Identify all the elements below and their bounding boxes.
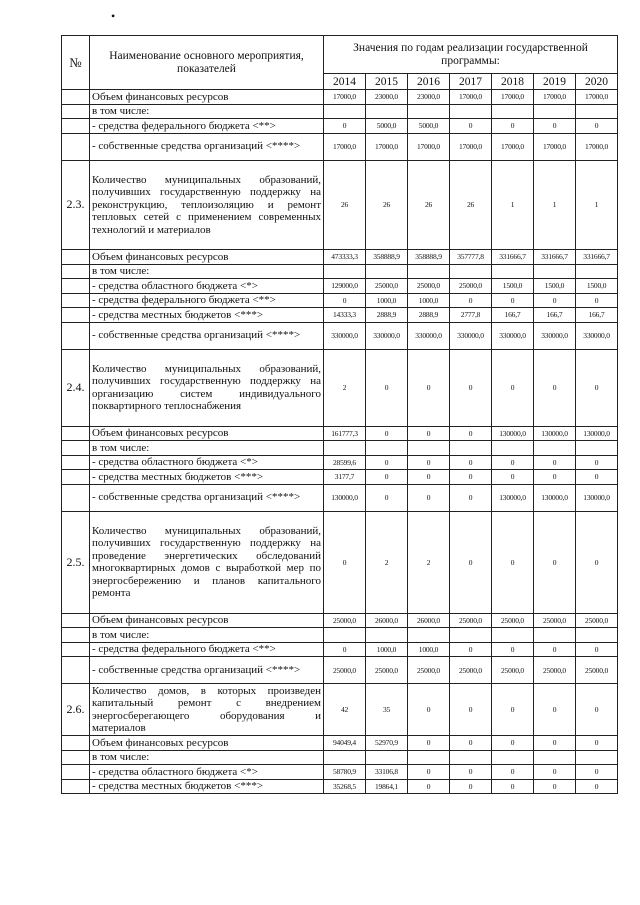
row-value: 25000,0 xyxy=(366,657,408,684)
page-mark: • xyxy=(111,9,116,23)
row-number: 2.5. xyxy=(62,511,90,613)
row-value: 0 xyxy=(408,684,450,736)
table-row xyxy=(62,160,618,250)
row-value: 2 xyxy=(366,511,408,613)
row-number xyxy=(62,90,90,105)
row-label: - средства федерального бюджета <**> xyxy=(90,119,324,134)
row-value xyxy=(576,750,618,765)
row-value: 0 xyxy=(534,779,576,794)
table-row xyxy=(62,293,618,308)
row-value xyxy=(492,750,534,765)
row-value: 25000,0 xyxy=(576,657,618,684)
row-number xyxy=(62,642,90,657)
row-value: 1 xyxy=(492,160,534,250)
row-value xyxy=(324,264,366,279)
row-label: - средства федерального бюджета <**> xyxy=(90,293,324,308)
row-value: 0 xyxy=(324,293,366,308)
row-value: 0 xyxy=(324,119,366,134)
row-value: 5000,0 xyxy=(366,119,408,134)
table-row xyxy=(62,90,618,105)
row-value: 330000,0 xyxy=(492,322,534,349)
row-value: 35268,5 xyxy=(324,779,366,794)
row-number xyxy=(62,779,90,794)
row-value: 17000,0 xyxy=(366,133,408,160)
row-value: 0 xyxy=(450,119,492,134)
row-value: 2 xyxy=(408,511,450,613)
table-row xyxy=(62,250,618,265)
row-value: 0 xyxy=(576,779,618,794)
row-value: 58780,9 xyxy=(324,765,366,780)
row-value: 0 xyxy=(492,511,534,613)
row-value: 17000,0 xyxy=(408,133,450,160)
row-value xyxy=(534,628,576,643)
row-value: 130000,0 xyxy=(492,484,534,511)
row-value: 2888,9 xyxy=(366,308,408,323)
row-number xyxy=(62,322,90,349)
table-row xyxy=(62,441,618,456)
row-number xyxy=(62,736,90,751)
table-row xyxy=(62,264,618,279)
row-value: 2 xyxy=(324,349,366,426)
row-value: 0 xyxy=(492,119,534,134)
row-value: 25000,0 xyxy=(450,657,492,684)
row-value xyxy=(408,104,450,119)
row-value: 17000,0 xyxy=(534,133,576,160)
table-row xyxy=(62,779,618,794)
row-value xyxy=(366,441,408,456)
row-value: 0 xyxy=(576,642,618,657)
row-value xyxy=(408,750,450,765)
row-value xyxy=(534,441,576,456)
row-label: Объем финансовых ресурсов xyxy=(90,250,324,265)
row-value: 25000,0 xyxy=(534,657,576,684)
row-label: Объем финансовых ресурсов xyxy=(90,736,324,751)
row-value xyxy=(576,264,618,279)
row-value: 52970,9 xyxy=(366,736,408,751)
row-label: в том числе: xyxy=(90,264,324,279)
row-value: 0 xyxy=(492,765,534,780)
row-value: 130000,0 xyxy=(576,484,618,511)
row-value: 0 xyxy=(534,455,576,470)
row-value: 0 xyxy=(534,119,576,134)
row-number xyxy=(62,455,90,470)
row-number xyxy=(62,279,90,294)
row-value: 330000,0 xyxy=(324,322,366,349)
row-number xyxy=(62,293,90,308)
row-value: 0 xyxy=(492,684,534,736)
row-label: - средства областного бюджета <*> xyxy=(90,765,324,780)
row-value: 0 xyxy=(408,470,450,485)
row-value xyxy=(492,628,534,643)
row-value: 0 xyxy=(450,779,492,794)
row-value: 28599,6 xyxy=(324,455,366,470)
row-value: 0 xyxy=(408,455,450,470)
row-label: в том числе: xyxy=(90,441,324,456)
row-number xyxy=(62,613,90,628)
row-value: 330000,0 xyxy=(408,322,450,349)
row-value: 0 xyxy=(450,484,492,511)
table-row xyxy=(62,426,618,441)
row-label: Количество муниципальных образований, получивших государственную поддержку на проведение энергетических обследований многоквартирных домов с выработкой мер по энергосбережению и планов капитального ремонта xyxy=(90,511,324,613)
row-value: 0 xyxy=(534,642,576,657)
header-year: 2014 xyxy=(324,74,366,90)
row-value: 0 xyxy=(450,642,492,657)
row-value: 0 xyxy=(366,470,408,485)
row-value xyxy=(324,750,366,765)
row-value xyxy=(408,628,450,643)
row-value xyxy=(366,628,408,643)
row-value xyxy=(408,264,450,279)
row-number xyxy=(62,657,90,684)
row-value: 5000,0 xyxy=(408,119,450,134)
row-value: 17000,0 xyxy=(576,133,618,160)
row-value: 166,7 xyxy=(576,308,618,323)
row-number xyxy=(62,441,90,456)
row-value: 0 xyxy=(576,455,618,470)
row-value xyxy=(576,104,618,119)
row-value xyxy=(450,264,492,279)
row-label: - средства федерального бюджета <**> xyxy=(90,642,324,657)
table-row xyxy=(62,613,618,628)
table-row xyxy=(62,642,618,657)
row-value xyxy=(450,441,492,456)
table-row xyxy=(62,736,618,751)
row-label: - собственные средства организаций <****> xyxy=(90,484,324,511)
row-number: 2.6. xyxy=(62,684,90,736)
row-value: 330000,0 xyxy=(534,322,576,349)
row-value: 25000,0 xyxy=(534,613,576,628)
row-value: 0 xyxy=(408,765,450,780)
row-value xyxy=(366,264,408,279)
row-value: 357777,8 xyxy=(450,250,492,265)
row-label: Количество муниципальных образований, получивших государственную поддержку на организацию систем индивидуального поквартирного теплоснабжения xyxy=(90,349,324,426)
table-row xyxy=(62,628,618,643)
table-row xyxy=(62,684,618,736)
row-value: 25000,0 xyxy=(408,279,450,294)
row-value: 330000,0 xyxy=(576,322,618,349)
row-value: 473333,3 xyxy=(324,250,366,265)
table-row xyxy=(62,511,618,613)
table-row xyxy=(62,119,618,134)
row-value: 0 xyxy=(492,736,534,751)
header-values: Значения по годам реализации государственной программы: xyxy=(324,36,618,74)
row-value: 0 xyxy=(408,779,450,794)
row-value: 0 xyxy=(492,642,534,657)
header-year: 2016 xyxy=(408,74,450,90)
row-value: 33106,8 xyxy=(366,765,408,780)
table-row xyxy=(62,104,618,119)
row-value xyxy=(534,264,576,279)
row-number xyxy=(62,628,90,643)
row-value: 0 xyxy=(408,484,450,511)
row-value xyxy=(366,104,408,119)
row-value: 0 xyxy=(408,349,450,426)
table-row xyxy=(62,765,618,780)
row-value: 3177,7 xyxy=(324,470,366,485)
row-value: 23000,0 xyxy=(408,90,450,105)
row-value: 0 xyxy=(366,455,408,470)
row-label: - средства областного бюджета <*> xyxy=(90,279,324,294)
table-row xyxy=(62,455,618,470)
row-value: 0 xyxy=(324,511,366,613)
row-value xyxy=(366,750,408,765)
row-value: 0 xyxy=(492,470,534,485)
row-value: 0 xyxy=(576,765,618,780)
row-value: 0 xyxy=(534,349,576,426)
row-value xyxy=(324,441,366,456)
row-label: Объем финансовых ресурсов xyxy=(90,613,324,628)
row-value: 161777,3 xyxy=(324,426,366,441)
row-value: 26 xyxy=(450,160,492,250)
row-value: 130000,0 xyxy=(324,484,366,511)
row-value: 130000,0 xyxy=(534,484,576,511)
table-row xyxy=(62,279,618,294)
row-value: 331666,7 xyxy=(492,250,534,265)
header-year: 2018 xyxy=(492,74,534,90)
row-value: 14333,3 xyxy=(324,308,366,323)
row-label: Количество домов, в которых произведен капитальный ремонт с внедрением энергосберегающего оборудования и материалов xyxy=(90,684,324,736)
row-value: 1500,0 xyxy=(576,279,618,294)
row-value xyxy=(450,628,492,643)
row-label: - средства местных бюджетов <***> xyxy=(90,779,324,794)
table-row xyxy=(62,484,618,511)
row-value xyxy=(324,104,366,119)
row-value: 17000,0 xyxy=(576,90,618,105)
row-value: 2888,9 xyxy=(408,308,450,323)
row-value: 0 xyxy=(576,470,618,485)
header-name: Наименование основного мероприятия, показателей xyxy=(90,36,324,90)
row-value: 0 xyxy=(534,684,576,736)
header-year: 2017 xyxy=(450,74,492,90)
row-value: 1500,0 xyxy=(492,279,534,294)
row-label: - собственные средства организаций <****> xyxy=(90,322,324,349)
row-label: в том числе: xyxy=(90,628,324,643)
row-value: 1000,0 xyxy=(408,642,450,657)
row-value: 17000,0 xyxy=(492,90,534,105)
row-number: 2.3. xyxy=(62,160,90,250)
row-label: в том числе: xyxy=(90,104,324,119)
row-value: 130000,0 xyxy=(534,426,576,441)
row-value: 0 xyxy=(450,511,492,613)
table-row xyxy=(62,470,618,485)
row-value: 26 xyxy=(408,160,450,250)
row-value: 0 xyxy=(450,765,492,780)
row-value: 0 xyxy=(492,349,534,426)
row-value: 17000,0 xyxy=(534,90,576,105)
row-value: 0 xyxy=(366,426,408,441)
row-value: 26 xyxy=(324,160,366,250)
table-row xyxy=(62,657,618,684)
row-value: 25000,0 xyxy=(492,613,534,628)
row-value: 19864,1 xyxy=(366,779,408,794)
row-value xyxy=(450,104,492,119)
row-value: 0 xyxy=(534,293,576,308)
table-row xyxy=(62,308,618,323)
row-value: 25000,0 xyxy=(450,279,492,294)
row-value: 0 xyxy=(492,293,534,308)
row-number xyxy=(62,264,90,279)
row-value: 25000,0 xyxy=(366,279,408,294)
row-value: 1000,0 xyxy=(408,293,450,308)
row-label: Количество муниципальных образований, получивших государственную поддержку на реконструкцию, теплоизоляцию и ремонт тепловых сетей с применением современных технологий и материалов xyxy=(90,160,324,250)
row-value: 0 xyxy=(366,484,408,511)
row-value: 0 xyxy=(534,470,576,485)
row-value: 1 xyxy=(576,160,618,250)
row-value: 25000,0 xyxy=(408,657,450,684)
row-value: 0 xyxy=(576,684,618,736)
row-value: 25000,0 xyxy=(576,613,618,628)
row-label: Объем финансовых ресурсов xyxy=(90,90,324,105)
row-label: - средства местных бюджетов <***> xyxy=(90,308,324,323)
row-value: 2777,8 xyxy=(450,308,492,323)
row-value: 0 xyxy=(576,349,618,426)
header-number: № xyxy=(62,36,90,90)
program-values-table xyxy=(61,35,618,794)
row-value xyxy=(492,104,534,119)
table-body xyxy=(62,90,618,794)
row-value xyxy=(492,264,534,279)
row-value: 129000,0 xyxy=(324,279,366,294)
row-value: 0 xyxy=(450,470,492,485)
row-value xyxy=(576,441,618,456)
row-value: 1000,0 xyxy=(366,293,408,308)
row-value: 0 xyxy=(450,349,492,426)
row-value: 0 xyxy=(534,736,576,751)
row-number xyxy=(62,765,90,780)
header-year: 2019 xyxy=(534,74,576,90)
row-value: 25000,0 xyxy=(324,657,366,684)
row-value: 17000,0 xyxy=(324,90,366,105)
row-value: 0 xyxy=(408,736,450,751)
row-value: 26 xyxy=(366,160,408,250)
row-value: 0 xyxy=(576,293,618,308)
row-value: 35 xyxy=(366,684,408,736)
row-value: 130000,0 xyxy=(576,426,618,441)
row-value: 331666,7 xyxy=(576,250,618,265)
table-row xyxy=(62,322,618,349)
row-value: 1500,0 xyxy=(534,279,576,294)
row-value: 330000,0 xyxy=(366,322,408,349)
row-value xyxy=(324,628,366,643)
row-value xyxy=(408,441,450,456)
row-value: 331666,7 xyxy=(534,250,576,265)
row-value: 166,7 xyxy=(534,308,576,323)
row-value: 0 xyxy=(324,642,366,657)
table-row xyxy=(62,133,618,160)
row-value xyxy=(450,750,492,765)
row-number xyxy=(62,104,90,119)
row-value: 358888,9 xyxy=(366,250,408,265)
row-value: 0 xyxy=(576,119,618,134)
row-number xyxy=(62,133,90,160)
row-value: 0 xyxy=(492,779,534,794)
row-value: 42 xyxy=(324,684,366,736)
row-value: 0 xyxy=(450,736,492,751)
row-value xyxy=(534,104,576,119)
row-value: 17000,0 xyxy=(324,133,366,160)
row-value: 0 xyxy=(366,349,408,426)
row-label: - собственные средства организаций <****> xyxy=(90,657,324,684)
row-value: 0 xyxy=(576,736,618,751)
row-value: 0 xyxy=(534,511,576,613)
header-year: 2015 xyxy=(366,74,408,90)
row-number xyxy=(62,484,90,511)
row-value: 1 xyxy=(534,160,576,250)
row-label: в том числе: xyxy=(90,750,324,765)
row-value: 26000,0 xyxy=(408,613,450,628)
row-value: 358888,9 xyxy=(408,250,450,265)
row-number xyxy=(62,308,90,323)
row-number xyxy=(62,250,90,265)
row-value: 130000,0 xyxy=(492,426,534,441)
row-value: 0 xyxy=(450,455,492,470)
row-number xyxy=(62,750,90,765)
row-value: 0 xyxy=(534,765,576,780)
row-value: 0 xyxy=(450,293,492,308)
table-row xyxy=(62,349,618,426)
table-row xyxy=(62,750,618,765)
row-value xyxy=(492,441,534,456)
row-value: 26000,0 xyxy=(366,613,408,628)
row-number xyxy=(62,426,90,441)
row-number xyxy=(62,119,90,134)
row-value xyxy=(576,628,618,643)
row-value: 23000,0 xyxy=(366,90,408,105)
row-value: 94049,4 xyxy=(324,736,366,751)
row-value: 330000,0 xyxy=(450,322,492,349)
row-value: 0 xyxy=(492,455,534,470)
row-value: 17000,0 xyxy=(450,133,492,160)
row-number: 2.4. xyxy=(62,349,90,426)
row-value: 25000,0 xyxy=(492,657,534,684)
row-label: - средства местных бюджетов <***> xyxy=(90,470,324,485)
header-year: 2020 xyxy=(576,74,618,90)
row-value: 25000,0 xyxy=(324,613,366,628)
row-value: 0 xyxy=(450,426,492,441)
row-label: - средства областного бюджета <*> xyxy=(90,455,324,470)
row-number xyxy=(62,470,90,485)
row-value: 17000,0 xyxy=(450,90,492,105)
row-value: 25000,0 xyxy=(450,613,492,628)
row-value: 0 xyxy=(576,511,618,613)
row-value xyxy=(534,750,576,765)
row-value: 0 xyxy=(408,426,450,441)
row-label: Объем финансовых ресурсов xyxy=(90,426,324,441)
row-value: 17000,0 xyxy=(492,133,534,160)
row-value: 166,7 xyxy=(492,308,534,323)
row-label: - собственные средства организаций <****> xyxy=(90,133,324,160)
row-value: 0 xyxy=(450,684,492,736)
row-value: 1000,0 xyxy=(366,642,408,657)
